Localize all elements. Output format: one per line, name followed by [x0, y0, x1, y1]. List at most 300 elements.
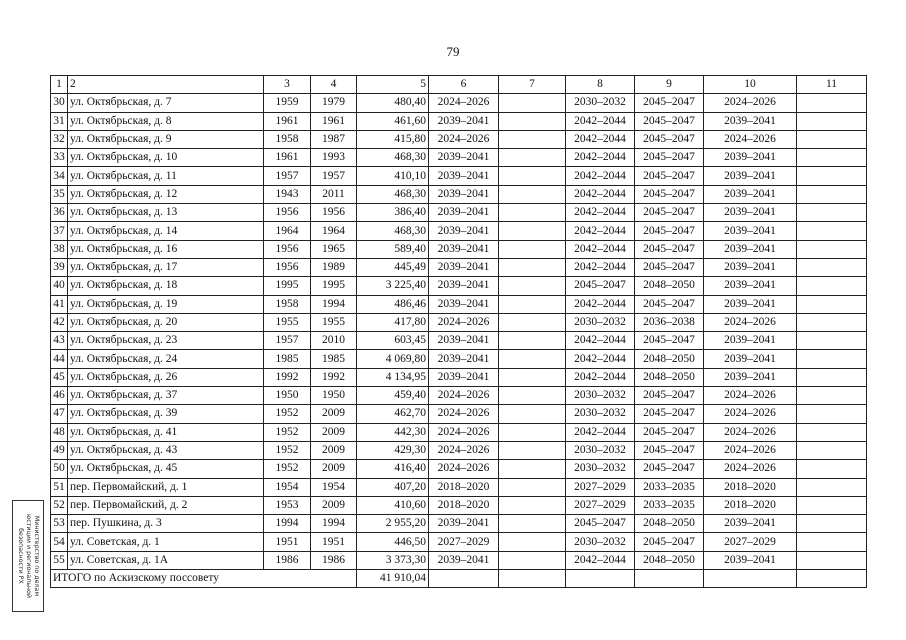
- table-row: [51, 185, 867, 203]
- table-cell: 1961: [264, 149, 311, 167]
- table-cell: 54: [51, 533, 68, 551]
- table-cell: 2048–2050: [635, 368, 704, 386]
- table-cell: 1950: [264, 387, 311, 405]
- table-cell: 37: [51, 222, 68, 240]
- table-cell: [797, 277, 867, 295]
- table-cell: 4 134,95: [357, 368, 429, 386]
- table-cell: 2039–2041: [704, 112, 797, 130]
- table-cell: [797, 460, 867, 478]
- table-cell: 2024–2026: [429, 130, 499, 148]
- table-cell: 2039–2041: [704, 368, 797, 386]
- table-cell: 43: [51, 332, 68, 350]
- table-cell: 2042–2044: [566, 149, 635, 167]
- table-cell: 480,40: [357, 94, 429, 112]
- table-cell: 1956: [264, 258, 311, 276]
- table-cell: 1986: [311, 551, 357, 569]
- table-cell: 2039–2041: [429, 277, 499, 295]
- table-cell: 2018–2020: [429, 496, 499, 514]
- table-cell: 2018–2020: [704, 496, 797, 514]
- table-cell: 2009: [311, 460, 357, 478]
- table-cell: 429,30: [357, 441, 429, 459]
- table-row: [51, 441, 867, 459]
- table-cell: 45: [51, 368, 68, 386]
- table-cell: 1994: [264, 515, 311, 533]
- table-cell: 2018–2020: [429, 478, 499, 496]
- table-cell: 589,40: [357, 240, 429, 258]
- table-cell: [499, 204, 566, 222]
- table-row: [51, 295, 867, 313]
- table-cell: 2039–2041: [429, 258, 499, 276]
- table-cell: [499, 167, 566, 185]
- table-cell: 2024–2026: [704, 94, 797, 112]
- table-cell: 2030–2032: [566, 441, 635, 459]
- table-cell: [499, 94, 566, 112]
- table-cell: 2045–2047: [635, 240, 704, 258]
- table-row: [51, 515, 867, 533]
- table-cell: 10: [704, 76, 797, 94]
- table-cell: [499, 387, 566, 405]
- table-cell: 1992: [311, 368, 357, 386]
- table-cell: 1957: [264, 332, 311, 350]
- register-table: [50, 75, 867, 588]
- table-cell: 2039–2041: [429, 112, 499, 130]
- table-cell: ул. Октябрьская, д. 18: [68, 277, 264, 295]
- table-cell: ул. Октябрьская, д. 45: [68, 460, 264, 478]
- table-cell: [499, 130, 566, 148]
- table-cell: 2039–2041: [429, 185, 499, 203]
- table-cell: 55: [51, 551, 68, 569]
- table-cell: 446,50: [357, 533, 429, 551]
- table-row: [51, 149, 867, 167]
- table-cell: 2042–2044: [566, 423, 635, 441]
- table-cell: 2045–2047: [635, 295, 704, 313]
- table-cell: 2: [68, 76, 264, 94]
- table-cell: ул. Октябрьская, д. 19: [68, 295, 264, 313]
- table-cell: 2039–2041: [704, 515, 797, 533]
- table-cell: [704, 570, 797, 588]
- table-row: [51, 350, 867, 368]
- table-cell: 2024–2026: [704, 130, 797, 148]
- table-cell: 1994: [311, 515, 357, 533]
- table-cell: 2039–2041: [429, 204, 499, 222]
- table-cell: 2039–2041: [429, 295, 499, 313]
- table-cell: 4 069,80: [357, 350, 429, 368]
- table-cell: 2042–2044: [566, 368, 635, 386]
- table-cell: 2018–2020: [704, 478, 797, 496]
- table-cell: 6: [429, 76, 499, 94]
- table-cell: [499, 185, 566, 203]
- total-value: 41 910,04: [357, 570, 429, 588]
- table-cell: 2048–2050: [635, 350, 704, 368]
- ministry-stamp: [12, 500, 44, 612]
- table-cell: ул. Октябрьская, д. 12: [68, 185, 264, 203]
- table-cell: 2011: [311, 185, 357, 203]
- table-cell: 42: [51, 313, 68, 331]
- table-cell: [499, 533, 566, 551]
- table-cell: 2027–2029: [429, 533, 499, 551]
- table-row: [51, 277, 867, 295]
- total-row: [51, 570, 867, 588]
- table-cell: [499, 478, 566, 496]
- table-cell: [797, 313, 867, 331]
- table-cell: [499, 112, 566, 130]
- table-cell: пер. Пушкина, д. 3: [68, 515, 264, 533]
- table-cell: 1965: [311, 240, 357, 258]
- table-cell: 1954: [311, 478, 357, 496]
- table-cell: 44: [51, 350, 68, 368]
- table-cell: 1952: [264, 441, 311, 459]
- table-row: [51, 368, 867, 386]
- table-row: [51, 130, 867, 148]
- table-cell: 2024–2026: [429, 387, 499, 405]
- table-cell: 1957: [264, 167, 311, 185]
- table-cell: 2045–2047: [635, 94, 704, 112]
- table-cell: 2030–2032: [566, 387, 635, 405]
- table-row: [51, 204, 867, 222]
- table-cell: 31: [51, 112, 68, 130]
- table-cell: 1958: [264, 130, 311, 148]
- table-cell: 2039–2041: [429, 368, 499, 386]
- table-cell: 4: [311, 76, 357, 94]
- table-cell: 1959: [264, 94, 311, 112]
- table-cell: 1961: [264, 112, 311, 130]
- table-cell: 7: [499, 76, 566, 94]
- table-cell: 2045–2047: [635, 533, 704, 551]
- table-cell: 1985: [264, 350, 311, 368]
- table-cell: 410,10: [357, 167, 429, 185]
- table-cell: 2009: [311, 423, 357, 441]
- table-cell: [499, 570, 566, 588]
- table-cell: 2045–2047: [635, 130, 704, 148]
- table-cell: 1955: [311, 313, 357, 331]
- table-cell: ул. Октябрьская, д. 16: [68, 240, 264, 258]
- table-cell: 2024–2026: [704, 405, 797, 423]
- table-row: [51, 405, 867, 423]
- table-cell: 2045–2047: [635, 423, 704, 441]
- table-cell: ул. Октябрьская, д. 20: [68, 313, 264, 331]
- table-cell: ул. Октябрьская, д. 23: [68, 332, 264, 350]
- table-cell: 2039–2041: [429, 515, 499, 533]
- table-cell: 2024–2026: [429, 313, 499, 331]
- table-cell: 8: [566, 76, 635, 94]
- table-cell: 39: [51, 258, 68, 276]
- table-cell: 1952: [264, 460, 311, 478]
- table-cell: 2027–2029: [704, 533, 797, 551]
- table-row: [51, 258, 867, 276]
- table-cell: 2039–2041: [429, 551, 499, 569]
- table-cell: 2048–2050: [635, 551, 704, 569]
- table-cell: [797, 222, 867, 240]
- table-cell: [797, 350, 867, 368]
- table-cell: 2042–2044: [566, 185, 635, 203]
- stamp-line: безопасности РХ: [17, 528, 24, 584]
- table-cell: [797, 533, 867, 551]
- table-cell: 11: [797, 76, 867, 94]
- table-cell: 459,40: [357, 387, 429, 405]
- table-cell: 2045–2047: [635, 149, 704, 167]
- table-cell: 468,30: [357, 149, 429, 167]
- table-cell: 2045–2047: [635, 405, 704, 423]
- table-row: [51, 167, 867, 185]
- table-cell: ул. Октябрьская, д. 43: [68, 441, 264, 459]
- table-cell: [499, 295, 566, 313]
- table-row: [51, 551, 867, 569]
- table-row: [51, 332, 867, 350]
- table-cell: 2042–2044: [566, 204, 635, 222]
- table-cell: [499, 460, 566, 478]
- table-row: [51, 313, 867, 331]
- table-cell: 1979: [311, 94, 357, 112]
- table-cell: 2024–2026: [429, 94, 499, 112]
- table-cell: [499, 332, 566, 350]
- table-cell: 2 955,20: [357, 515, 429, 533]
- table-cell: 2030–2032: [566, 460, 635, 478]
- table-cell: ул. Октябрьская, д. 41: [68, 423, 264, 441]
- table-cell: ул. Октябрьская, д. 37: [68, 387, 264, 405]
- table-cell: 2039–2041: [429, 222, 499, 240]
- table-row: [51, 496, 867, 514]
- stamp-text: [16, 504, 40, 608]
- table-cell: 1956: [264, 204, 311, 222]
- table-cell: ул. Октябрьская, д. 39: [68, 405, 264, 423]
- table-cell: 1956: [311, 204, 357, 222]
- table-cell: ул. Октябрьская, д. 11: [68, 167, 264, 185]
- table-cell: [499, 350, 566, 368]
- table-cell: 1951: [311, 533, 357, 551]
- table-cell: 2045–2047: [566, 277, 635, 295]
- table-cell: 417,80: [357, 313, 429, 331]
- table-cell: ул. Октябрьская, д. 14: [68, 222, 264, 240]
- table-cell: ул. Октябрьская, д. 10: [68, 149, 264, 167]
- table-cell: 2045–2047: [635, 204, 704, 222]
- table-cell: [499, 515, 566, 533]
- table-cell: 40: [51, 277, 68, 295]
- table-cell: [499, 240, 566, 258]
- table-cell: [499, 405, 566, 423]
- table-cell: 2009: [311, 496, 357, 514]
- table-cell: 2042–2044: [566, 258, 635, 276]
- table-cell: [797, 167, 867, 185]
- table-cell: 2045–2047: [635, 112, 704, 130]
- table-cell: 2042–2044: [566, 295, 635, 313]
- table-cell: 2045–2047: [566, 515, 635, 533]
- table-cell: [797, 478, 867, 496]
- table-cell: 32: [51, 130, 68, 148]
- table-cell: [499, 277, 566, 295]
- table-cell: 2024–2026: [429, 423, 499, 441]
- table-header-row: [51, 76, 867, 94]
- table-cell: 1952: [264, 405, 311, 423]
- table-cell: 2042–2044: [566, 112, 635, 130]
- table-cell: 1964: [264, 222, 311, 240]
- table-cell: 1956: [264, 240, 311, 258]
- table-cell: ул. Октябрьская, д. 7: [68, 94, 264, 112]
- table-cell: 2010: [311, 332, 357, 350]
- table-cell: 2039–2041: [704, 277, 797, 295]
- table-cell: [429, 570, 499, 588]
- table-cell: 2039–2041: [429, 350, 499, 368]
- table-cell: 2009: [311, 441, 357, 459]
- table-cell: [797, 332, 867, 350]
- table-cell: 1952: [264, 423, 311, 441]
- table-cell: 1955: [264, 313, 311, 331]
- table-cell: [499, 222, 566, 240]
- table-cell: 2039–2041: [704, 551, 797, 569]
- table-cell: 3: [264, 76, 311, 94]
- table-cell: 2039–2041: [704, 240, 797, 258]
- table-cell: [797, 258, 867, 276]
- table-cell: 1995: [264, 277, 311, 295]
- table-cell: 2039–2041: [429, 240, 499, 258]
- table-cell: пер. Первомайский, д. 1: [68, 478, 264, 496]
- table-cell: 468,30: [357, 185, 429, 203]
- table-cell: 1957: [311, 167, 357, 185]
- table-cell: 5: [357, 76, 429, 94]
- table-cell: 442,30: [357, 423, 429, 441]
- table-cell: 36: [51, 204, 68, 222]
- table-cell: 416,40: [357, 460, 429, 478]
- table-cell: 2042–2044: [566, 167, 635, 185]
- table-row: [51, 460, 867, 478]
- table-cell: 2039–2041: [429, 167, 499, 185]
- table-cell: 1992: [264, 368, 311, 386]
- table-cell: [797, 149, 867, 167]
- table-row: [51, 387, 867, 405]
- table-cell: 1961: [311, 112, 357, 130]
- table-cell: 2024–2026: [429, 405, 499, 423]
- table-cell: 49: [51, 441, 68, 459]
- table-cell: 2048–2050: [635, 277, 704, 295]
- table-cell: 2030–2032: [566, 94, 635, 112]
- table-cell: 34: [51, 167, 68, 185]
- table-cell: 2045–2047: [635, 222, 704, 240]
- table-cell: [797, 570, 867, 588]
- table-cell: [797, 295, 867, 313]
- table-cell: 9: [635, 76, 704, 94]
- table-cell: 1953: [264, 496, 311, 514]
- table-cell: 46: [51, 387, 68, 405]
- table-cell: [797, 496, 867, 514]
- table-cell: 2030–2032: [566, 533, 635, 551]
- table-cell: 415,80: [357, 130, 429, 148]
- table-row: [51, 533, 867, 551]
- table-cell: 47: [51, 405, 68, 423]
- table-cell: 468,30: [357, 222, 429, 240]
- table-cell: ул. Октябрьская, д. 24: [68, 350, 264, 368]
- table-cell: 2045–2047: [635, 441, 704, 459]
- table-cell: 2042–2044: [566, 332, 635, 350]
- table-cell: 2024–2026: [704, 460, 797, 478]
- table-cell: 1987: [311, 130, 357, 148]
- table-cell: 2039–2041: [704, 222, 797, 240]
- table-cell: 3 373,30: [357, 551, 429, 569]
- table-cell: 1985: [311, 350, 357, 368]
- table-cell: 2045–2047: [635, 167, 704, 185]
- table-cell: [797, 185, 867, 203]
- table-cell: 2045–2047: [635, 185, 704, 203]
- table-cell: 1986: [264, 551, 311, 569]
- table-cell: 445,49: [357, 258, 429, 276]
- table-cell: 2033–2035: [635, 478, 704, 496]
- table-cell: 2039–2041: [704, 295, 797, 313]
- table-cell: [499, 496, 566, 514]
- table-cell: ул. Октябрьская, д. 8: [68, 112, 264, 130]
- table-cell: 2048–2050: [635, 515, 704, 533]
- table-cell: 2045–2047: [635, 387, 704, 405]
- table-cell: 2024–2026: [704, 441, 797, 459]
- table-cell: 1: [51, 76, 68, 94]
- table-row: [51, 478, 867, 496]
- table-cell: 33: [51, 149, 68, 167]
- table-cell: 50: [51, 460, 68, 478]
- table-cell: 2039–2041: [704, 149, 797, 167]
- table-cell: 1994: [311, 295, 357, 313]
- table-cell: 2039–2041: [704, 185, 797, 203]
- table-cell: [797, 112, 867, 130]
- table-cell: [566, 570, 635, 588]
- table-cell: 2045–2047: [635, 332, 704, 350]
- table-cell: 1950: [311, 387, 357, 405]
- table-cell: ул. Советская, д. 1: [68, 533, 264, 551]
- table-cell: 603,45: [357, 332, 429, 350]
- table-cell: [499, 258, 566, 276]
- table-cell: 1989: [311, 258, 357, 276]
- total-label: ИТОГО по Аскизскому поссовету: [51, 570, 357, 588]
- table-cell: 486,46: [357, 295, 429, 313]
- table-cell: 2039–2041: [429, 149, 499, 167]
- table-cell: 2027–2029: [566, 496, 635, 514]
- table-cell: ул. Октябрьская, д. 17: [68, 258, 264, 276]
- table-cell: ул. Октябрьская, д. 26: [68, 368, 264, 386]
- table-cell: 2024–2026: [429, 460, 499, 478]
- table-cell: 2039–2041: [429, 332, 499, 350]
- table-cell: [797, 130, 867, 148]
- table-cell: [797, 204, 867, 222]
- table-cell: 386,40: [357, 204, 429, 222]
- table-cell: 461,60: [357, 112, 429, 130]
- table-cell: 2039–2041: [704, 204, 797, 222]
- table-cell: 2039–2041: [704, 167, 797, 185]
- table-cell: 3 225,40: [357, 277, 429, 295]
- table-cell: 2039–2041: [704, 332, 797, 350]
- table-cell: 1993: [311, 149, 357, 167]
- table-cell: [797, 551, 867, 569]
- table-cell: 2009: [311, 405, 357, 423]
- table-cell: [499, 441, 566, 459]
- table-cell: [635, 570, 704, 588]
- table-cell: 2030–2032: [566, 313, 635, 331]
- table-cell: 41: [51, 295, 68, 313]
- table-cell: 1958: [264, 295, 311, 313]
- table-cell: 2042–2044: [566, 130, 635, 148]
- table-cell: пер. Первомайский, д. 2: [68, 496, 264, 514]
- table-cell: 38: [51, 240, 68, 258]
- table-cell: 52: [51, 496, 68, 514]
- table-cell: 410,60: [357, 496, 429, 514]
- table-cell: 2024–2026: [704, 423, 797, 441]
- table-cell: [797, 441, 867, 459]
- table-cell: 2036–2038: [635, 313, 704, 331]
- table-cell: 1954: [264, 478, 311, 496]
- table-cell: 2039–2041: [704, 350, 797, 368]
- table-row: [51, 112, 867, 130]
- table-cell: 2042–2044: [566, 240, 635, 258]
- table-cell: [499, 551, 566, 569]
- table-cell: [797, 423, 867, 441]
- table-cell: ул. Советская, д. 1А: [68, 551, 264, 569]
- table-cell: 35: [51, 185, 68, 203]
- table-row: [51, 240, 867, 258]
